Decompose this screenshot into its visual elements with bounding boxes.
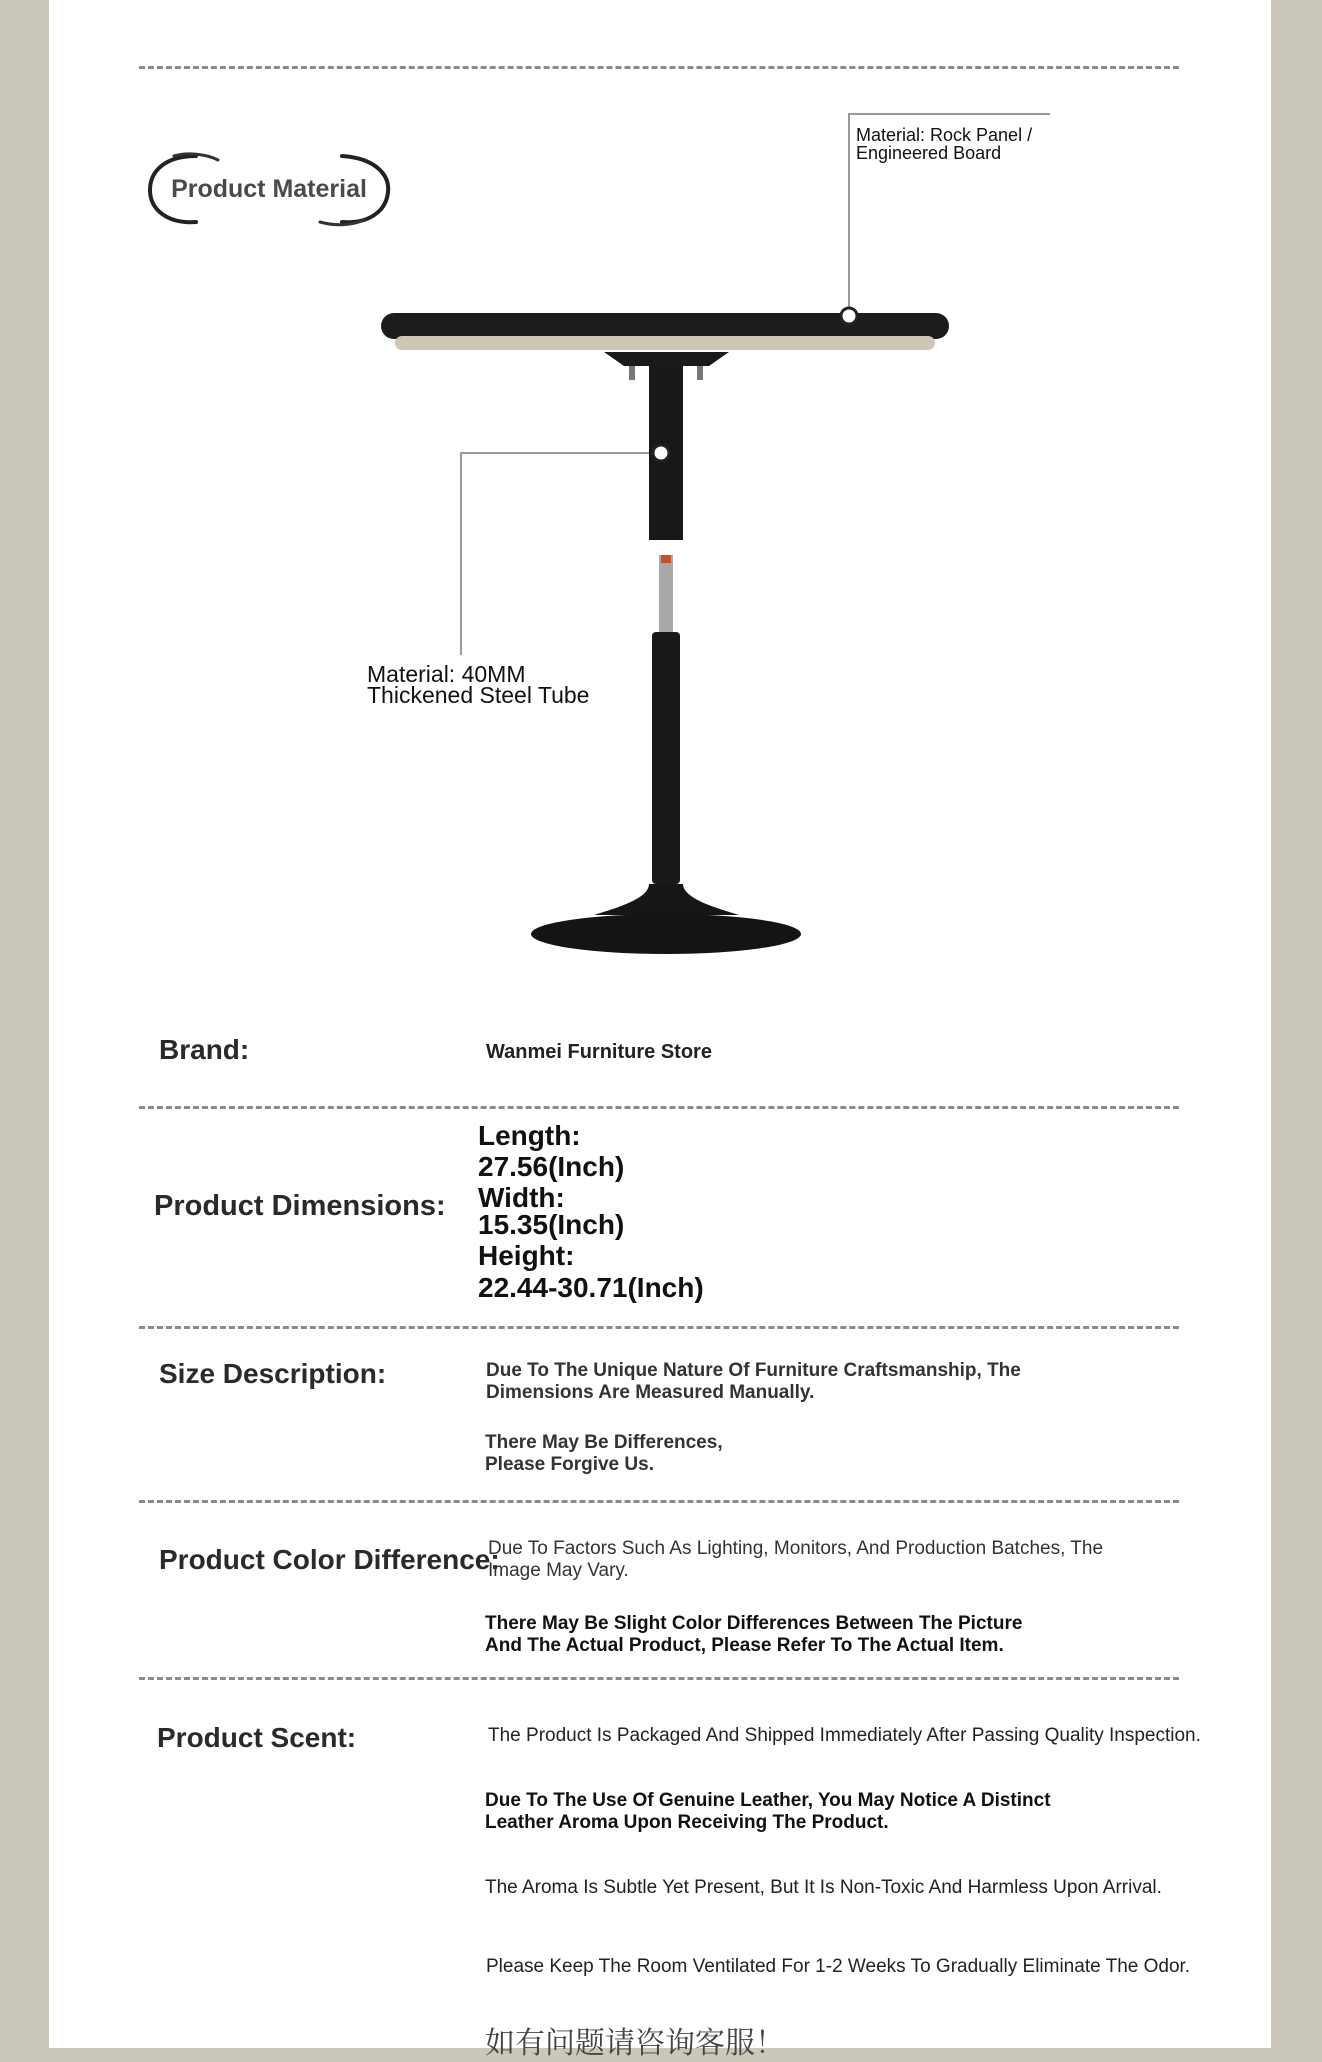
color-difference-label: Product Color Difference:: [159, 1544, 500, 1575]
callout-dot-tube: [653, 445, 669, 461]
gas-lift-rod: [659, 555, 673, 635]
customer-service-note: 如有问题请咨询客服！: [485, 2027, 785, 2060]
table-top: [381, 313, 949, 339]
scent-p1: The Product Is Packaged And Shipped Immediately After Passing Quality Inspection.: [488, 1725, 1201, 1746]
brand-label: Brand:: [159, 1034, 250, 1065]
scent-p2: Due To The Use Of Genuine Leather, You May Notice A Distinct Leather Aroma Upon Receiving The Product.: [485, 1790, 1051, 1833]
divider: [139, 1677, 1179, 1680]
callout-rock-panel-line1: Material: Rock Panel /: [856, 125, 1033, 145]
product-detail-page: [49, 0, 1271, 2060]
scent-p4: Please Keep The Room Ventilated For 1-2 Weeks To Gradually Eliminate The Odor.: [486, 1956, 1191, 1977]
size-description-p1: Due To The Unique Nature Of Furniture Craftsmanship, The Dimensions Are Measured Manually.: [486, 1360, 1021, 1403]
callout-steel-tube: [367, 661, 590, 708]
dimensions-label: Product Dimensions:: [154, 1190, 446, 1222]
round-base: [531, 914, 801, 954]
dimension-length-label: Length:: [478, 1120, 581, 1151]
dimension-length-value: 27.56(Inch): [478, 1151, 625, 1182]
dimension-width-value: 15.35(Inch): [478, 1209, 625, 1240]
scent-label: Product Scent:: [157, 1722, 357, 1753]
rock-panel-edge: [395, 336, 935, 350]
table-illustration: [49, 0, 1271, 980]
divider: [139, 1106, 1179, 1109]
size-description-p2: There May Be Differences, Please Forgive Us.: [485, 1432, 723, 1475]
leader-line-top: [849, 114, 1050, 316]
callout-rock-panel-line2: Engineered Board: [856, 143, 1002, 163]
scent-p3: The Aroma Is Subtle Yet Present, But It Is Non-Toxic And Harmless Upon Arrival.: [485, 1877, 1162, 1898]
lower-steel-tube: [652, 632, 680, 884]
callout-steel-tube-line2: Thickened Steel Tube: [367, 682, 590, 708]
mounting-plate: [604, 352, 729, 366]
color-difference-p2: There May Be Slight Color Differences Between The Picture And The Actual Product, Please Refer To The Actual Item.: [485, 1613, 1023, 1656]
leader-line-tube: [461, 453, 661, 655]
callout-steel-tube-line1: Material: 40MM: [367, 661, 526, 687]
callout-dot-top: [841, 308, 857, 324]
brand-value: Wanmei Furniture Store: [486, 1041, 712, 1063]
dimension-width-label: Width:: [478, 1182, 565, 1213]
divider: [139, 1326, 1179, 1329]
badge-label: Product Material: [171, 175, 367, 203]
divider: [139, 1500, 1179, 1503]
size-description-label: Size Description:: [159, 1358, 387, 1389]
dimension-height-label: Height:: [478, 1240, 575, 1271]
color-difference-p1: Due To Factors Such As Lighting, Monitors, And Production Batches, The Image May Vary.: [488, 1538, 1104, 1581]
dimension-height-value: 22.44-30.71(Inch): [478, 1272, 704, 1303]
